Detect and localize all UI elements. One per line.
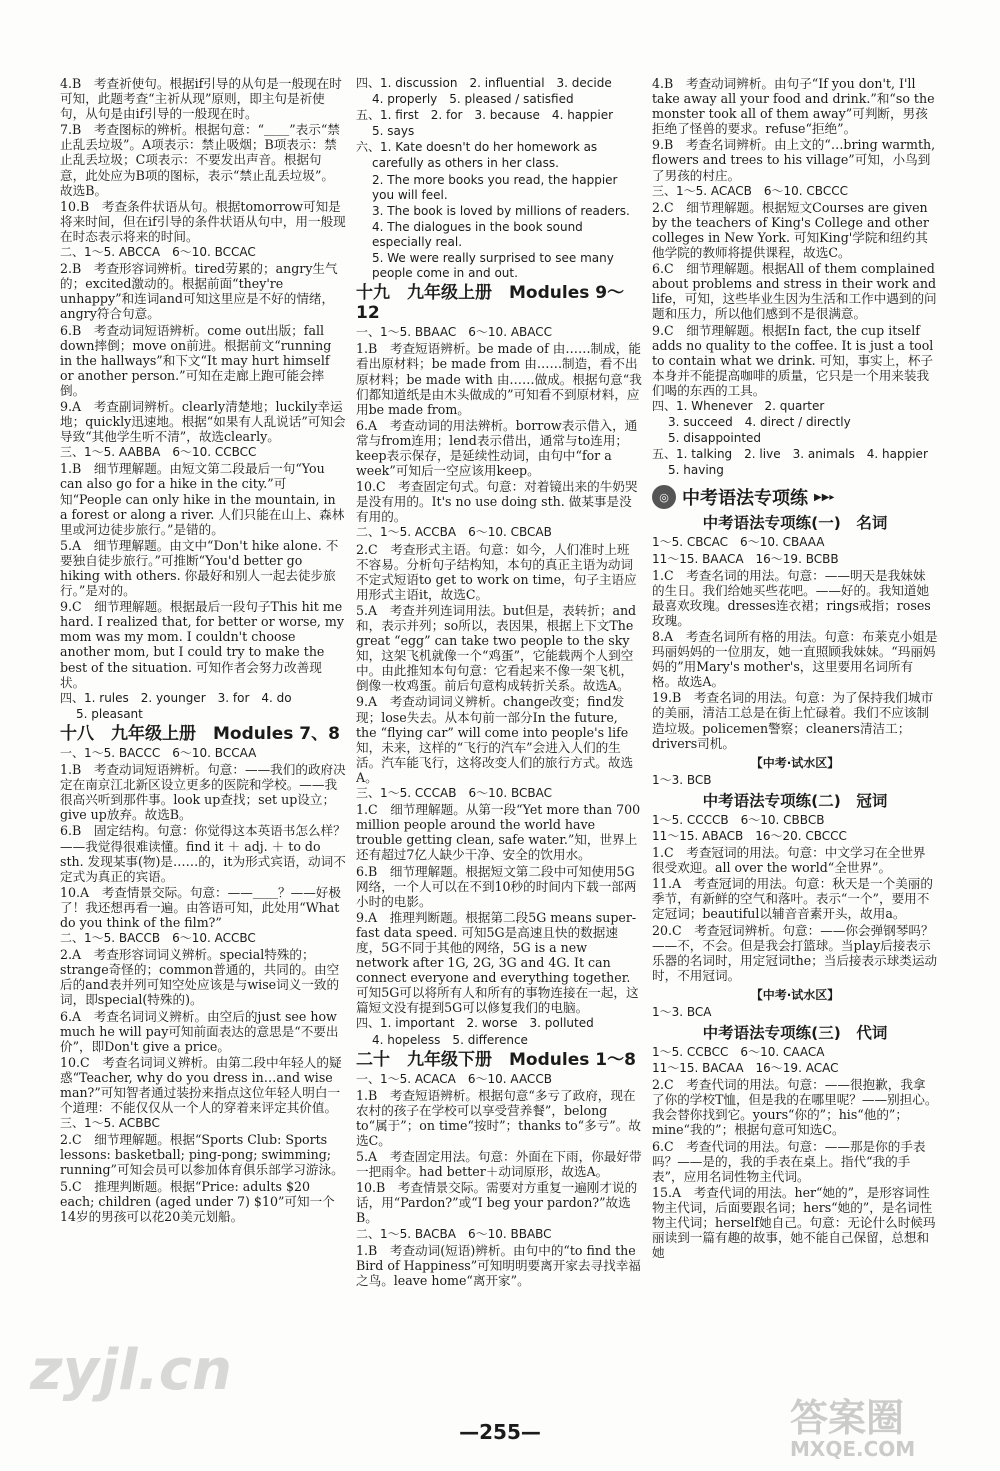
watermark-mxqe-cn: 答案圈 [790,1396,905,1440]
explanation-paragraph: 1.B 考查短语辨析。根据句意“多亏了政府，现在农村的孩子在学校可以享受营养餐”，belong to“属于”；on time“按时”；thanks to“多亏”。故选C。 [356,1087,641,1148]
answer-key-line: 一、1～5. ACACA 6～10. AACCB [356,1071,552,1086]
explanation-paragraph: 20.C 考查冠词辨析。句意：——你会弹钢琴吗？——不，不会。但是我会打篮球。当play后接表示乐器的名词时，用定冠词the；当后接表示球类运动时，不用冠词。 [652,922,938,983]
explanation-paragraph: 6.A 考查名词词义辨析。由空后的just see how much he will pay可知前面表达的意思是“不要出价”，即Don't give a price。 [60,1008,339,1054]
answer-key-continuation: 3. The book is loved by millions of readers. [372,203,630,218]
answer-key-line: 三、1～5. ACACB 6～10. CBCCC [652,183,848,198]
answer-key-line: 二、1～5. BACBA 6～10. BBABC [356,1226,552,1241]
answer-key-continuation: 3. succeed 4. direct / directly [668,415,851,430]
grammar-banner [652,484,938,510]
unit-heading: 十九 九年级上册 Modules 9～12 [356,283,625,324]
answer-key-continuation: 4. hopeless 5. difference [372,1032,528,1047]
answer-key-line: 11～15. BACAA 16～19. ACAC [652,1061,839,1076]
answer-key-line: 二、1～5. ABCCA 6～10. BCCAC [60,245,256,260]
explanation-paragraph: 9.A 推理判断题。根据第二段5G means super-fast data speed. 可知5G是高速且快的数据速度，5G不同于其他的网络，5G is a new network after 1G, 2G, 3G and 4G. It can connect everyone and everything together. 可知5G可以将所有人和所有的事物连接在一起，这篇短文没有提到5G可以修复我们的电脑。 [356,909,639,1016]
answer-page [60,76,940,1416]
explanation-paragraph: 10.A 考查情景交际。句意：——＿＿？——好极了！我还想再看一遍。由答语可知，此处用“What do you think of the film?” [60,884,341,930]
explanation-paragraph: 4.B 考查动词辨析。由句子“If you don't, I'll take away all your food and drink.”和“so the monster took all of them away”可判断，男孩拒绝了怪兽的要求。refuse“拒绝”。 [652,76,935,137]
explanation-paragraph: 2.C 考查形式主语。句意：如今，人们准时上班不容易。分析句子结构知，本句的真正主语为动词不定式短语to get to work on time，句子主语应用形式主语it，故选C。 [356,541,637,602]
answer-key-line: 1～3. BCB [652,772,712,787]
explanation-paragraph: 6.C 考查代词的用法。句意：——那是你的手表吗？——是的，我的手表在桌上。指代“我的手表”，应用名词性物主代词。 [652,1138,926,1184]
grammar-section-heading: 中考语法专项练(二) 冠词 [702,791,888,810]
explanation-paragraph: 2.A 考查形容词词义辨析。special特殊的；strange奇怪的；common普通的，共同的。由空后的and表并列可知空处应该是与wise词义一致的词，即special(特殊的)。 [60,947,340,1008]
column-left [60,76,346,1416]
explanation-paragraph: 7.B 考查图标的辨析。根据句意：“＿＿”表示“禁止乱丢垃圾”。A项表示：禁止吸烟；B项表示：禁止乱丢垃圾；C项表示：不要发出声音。根据句意，此处应为B项的图标，表示“禁止乱丢垃圾”。故选B。 [60,122,340,198]
banner-title: 中考语法专项练 [682,488,808,510]
watermark-zyjl: zyjl.cn [30,1338,232,1403]
answer-key-line: 六、1. Kate doesn't do her homework as [356,140,598,155]
explanation-paragraph: 2.B 考查形容词辨析。tired劳累的；angry生气的；excited激动的。根据前面“they're unhappy”和连词and可知这里应是不好的情绪，angry符合句意。 [60,261,338,322]
explanation-paragraph: 9.C 细节理解题。根据In fact, the cup itself adds no quality to the coffee. It is just a tool to contain what we drink. 可知，事实上，杯子本身并不能提高咖啡的质量，它只是一个用来装我们喝的东西的工具。 [652,322,934,398]
column-middle [356,76,642,1416]
answer-key-line: 三、1～5. CCCAB 6～10. BCBAC [356,786,553,801]
grammar-section-heading: 中考语法专项练(三) 代词 [702,1023,888,1042]
explanation-paragraph: 9.C 细节理解题。根据最后一段句子This hit me hard. I realized that, for better or worse, my mom was my mom. I couldn't choose another mom, but I could try to make the best of the situation. 可知作者会努力改善现状。 [60,599,344,690]
explanation-paragraph: 6.B 细节理解题。根据短文第二段中可知使用5G网络，一个人可以在不到10秒的时间内下载一部两小时的电影。 [356,863,637,909]
explanation-paragraph: 5.A 考查并列连词用法。but但是，表转折；and和，表示并列；so所以，表因果，根据上下文The great “egg” can take two people to the sky知，这架飞机就像一个“鸡蛋”，它能载两个人到空中。由此推知本句句意：它看起来不像一架飞机，倒像一枚鸡蛋。前后句意构成转折关系。故选A。 [356,602,637,694]
explanation-paragraph: 9.A 考查动词词义辨析。change改变；find发现；lose失去。从本句前一部分In the future, the “flying car” will come into people's life知，未来，这样的“飞行的汽车”会进入人们的生活。汽车能飞行，这将改变人们的旅行方式。故选A。 [356,694,634,785]
answer-key-continuation: 5. says [372,124,415,139]
answer-key-line: 11～15. ABACB 16～20. CBCCC [652,828,847,843]
banner-arrow-icon: ▶▶▸ [814,491,835,503]
answer-key-continuation: 5. We were really surprised to see many people come in and out. [372,251,614,281]
explanation-paragraph: 6.B 考查动词短语辨析。come out出版；fall down摔倒；move on前进。根据前文“running in the hallways”和下文“It may hurt himself or another person.”可知在走廊上跑可能会摔倒。 [60,322,332,398]
explanation-paragraph: 1.B 考查动词(短语)辨析。由句中的“to find the Bird of Happiness”可知明明要离开家去寻找幸福之鸟。leave home“离开家”。 [356,1242,641,1288]
explanation-paragraph: 10.C 考查固定句式。句意：对着镜出来的牛奶哭是没有用的。It's no use doing sth. 做某事是没有用的。 [356,479,638,525]
explanation-paragraph: 8.A 考查名词所有格的用法。句意：布莱克小姐是玛丽妈妈的一位朋友，她一直照顾我妹妹。“玛丽妈妈的”用Mary's mother's，这里要用名词所有格。故选A。 [652,629,938,690]
answer-key-line: 11～15. BAACA 16～19. BCBB [652,551,839,566]
explanation-paragraph: 1.C 考查冠词的用法。句意：中文学习在全世界很受欢迎。all over the world“全世界”。 [652,845,926,876]
explanation-paragraph: 1.B 考查短语辨析。be made of 由……制成，能看出原材料；be made from 由……制造，看不出原材料；be made with 由……做成。根据句意“我们都知道纸是由木头做成的”可知看不到原材料，应用be made from。 [356,341,642,417]
answer-key-line: 四、1. discussion 2. influential 3. decide [356,76,612,90]
answer-key-line: 三、1～5. ACBBC [60,1116,160,1131]
answer-key-continuation: 5. having [668,463,724,478]
answer-key-line: 1～5. CCCCB 6～10. CBBCB [652,812,825,827]
answer-key-line: 五、1. talking 2. live 3. animals 4. happier [652,447,928,462]
explanation-paragraph: 19.B 考查名词的用法。句意：为了保持我们城市的美丽，清洁工总是在街上忙碌着。我们不应该制造垃圾。policemen警察；cleaners清洁工；drivers司机。 [652,690,934,751]
answer-key-continuation: 4. properly 5. pleased / satisfied [372,92,574,107]
watermark-mxqe [790,1398,990,1466]
unit-heading: 二十 九年级下册 Modules 1～8 [356,1049,636,1070]
explanation-paragraph: 1.B 考查动词短语辨析。句意：——我们的政府决定在南京江北新区设立更多的医院和学校。——我很高兴听到那件事。look up查找；set up设立；give up放弃。故选B。 [60,762,346,823]
explanation-paragraph: 2.C 细节理解题。根据短文Courses are given by the teachers of King's College and other colleges in New York. 可知King'学院和纽约其他学院的教师将提供课程，故选C。 [652,199,929,261]
explanation-paragraph: 15.A 考查代词的用法。her“她的”，是形容词性物主代词，后面要跟名词；hers“她的”，是名词性物主代词；herself她自己。句意：无论什么时候玛丽读到一篇有趣的故事，她不能自己保留，总想和她 [652,1184,936,1261]
answer-key-continuation: 4. The dialogues in the book sound especially real. [372,219,583,249]
explanation-paragraph: 1.C 细节理解题。从第一段“Yet more than 700 million people around the world have trouble getting clean, safe water.”知，世界上还有超过7亿人缺少干净、安全的饮用水。 [356,802,641,863]
explanation-paragraph: 10.B 考查情景交际。需要对方重复一遍刚才说的话，用“Pardon?”或“I beg your pardon?”故选B。 [356,1180,638,1226]
explanation-paragraph: 6.A 考查动词的用法辨析。borrow表示借入，通常与from连用；lend表示借出，通常与to连用；keep表示保存，是延续性动词，由句中“for a week”可知后一空应该用keep。 [356,417,638,479]
answer-key-line: 1～5. CBCAC 6～10. CBAAA [652,535,825,550]
explanation-paragraph: 10.B 考查条件状语从句。根据tomorrow可知是将来时间，但在if引导的条件状语从句中，用一般现在时态表示将来的时间。 [60,198,346,244]
answer-key-line: 一、1～5. BACCC 6～10. BCCAA [60,745,257,760]
explanation-paragraph: 5.A 细节理解题。由文中“Don't hike alone. 不要独自徒步旅行。”可推断“You'd better go hiking with others. 你最好和别人一起去徒步旅行。”是对的。 [60,537,339,599]
watermark-mxqe-url: MXQE.COM [790,1437,916,1461]
answer-key-line: 四、1. Whenever 2. quarter [652,398,825,413]
page-number: —255— [459,1420,541,1444]
explanation-paragraph: 2.C 考查代词的用法。句意：——很抱歉，我拿了你的学校T恤，但是我的在哪里呢？——别担心。我会替你找到它。yours“你的”；his“他的”；mine“我的”；根据句意可知选C。 [652,1077,938,1138]
unit-heading: 十八 九年级上册 Modules 7、8 [60,723,340,744]
exam-trial-tag: 【中考·试水区】 [750,755,840,770]
grammar-section-heading: 中考语法专项练(一) 名词 [702,514,888,533]
explanation-paragraph: 5.A 考查固定用法。句意：外面在下雨，你最好带一把雨伞。had better＋动词原形，故选A。 [356,1149,642,1180]
answer-key-line: 1～3. BCA [652,1004,712,1019]
answer-key-continuation: 5. pleasant [76,706,143,721]
answer-key-line: 五、1. first 2. for 3. because 4. happier [356,108,614,123]
explanation-paragraph: 9.A 考查副词辨析。clearly清楚地；luckily幸运地；quickly迅速地。根据“如果有人乱说话”可知会导致“其他学生听不清”，故选clearly。 [60,398,346,445]
explanation-paragraph: 2.C 细节理解题。根据“Sports Club: Sports lessons: basketball; ping-pong; swimming; running”可知会员可以参加体育俱乐部学习游泳。 [60,1132,344,1178]
answer-key-line: 二、1～5. ACCBA 6～10. CBCAB [356,525,552,540]
explanation-paragraph: 1.B 细节理解题。由短文第二段最后一句“You can also go for a hike in the city.”可知“People can only hike in the mountain, in a forest or along a river. 人们只能在山上、森林里或河边徒步旅行。”是错的。 [60,461,345,537]
answer-key-continuation: carefully as others in her class. [372,156,559,171]
answer-key-continuation: 5. disappointed [668,431,762,446]
answer-key-line: 二、1～5. BACCB 6～10. ACCBC [60,931,256,946]
answer-key-line: 一、1～5. BBAAC 6～10. ABACC [356,325,553,340]
exam-trial-tag: 【中考·试水区】 [750,987,840,1002]
answer-key-line: 1～5. CCBCC 6～10. CAACA [652,1044,825,1059]
answer-key-continuation: 2. The more books you read, the happier you will feel. [372,172,618,202]
explanation-paragraph: 6.B 固定结构。句意：你觉得这本英语书怎么样？——我觉得很难读懂。find it ＋ adj. ＋ to do sth. 发现某事(物)是……的，it为形式宾语，动词不定式为真正的宾语。 [60,823,346,884]
answer-key-line: 三、1～5. AABBA 6～10. CCBCC [60,445,257,460]
explanation-paragraph: 4.B 考查祈使句。根据if引导的从句是一般现在时可知，此题考查“主祈从现”原则，即主句是祈使句，从句是由if引导的一般现在时。 [60,76,342,122]
explanation-paragraph: 1.C 考查名词的用法。句意：——明天是我妹妹的生日。我们给她买些花吧。——好的。我知道她最喜欢玫瑰。dresses连衣裙；rings戒指；roses玫瑰。 [652,567,931,628]
explanation-paragraph: 10.C 考查名词词义辨析。由第二段中年轻人的疑惑“Teacher, why do you dress in…and wise man?”可知智者通过装扮来指点这位年轻人明白一个道理：不能仅仅从一个人的穿着来评定其价值。 [60,1054,342,1116]
explanation-paragraph: 5.C 推理判断题。根据“Price: adults $20 each; children (aged under 7) $10”可知一个14岁的男孩可以花20美元划船。 [60,1178,335,1224]
explanation-paragraph: 9.B 考查名词辨析。由上文的“…bring warmth, flowers and trees to his village”可知，小鸟到了男孩的村庄。 [652,137,936,183]
explanation-paragraph: 11.A 考查冠词的用法。句意：秋天是一个美丽的季节，有新鲜的空气和落叶。表示“一个”，要用不定冠词；beautiful以辅音音素开头，故用a。 [652,876,933,922]
column-right [652,76,938,1416]
banner-badge-icon: ◎ [652,485,676,509]
answer-key-line: 四、1. important 2. worse 3. polluted [356,1016,594,1031]
answer-key-line: 四、1. rules 2. younger 3. for 4. do [60,690,292,705]
explanation-paragraph: 6.C 细节理解题。根据All of them complained about problems and stress in their work and life，可知，这些毕业生因为生活和工作中遇到的问题和压力，所以他们感到不是很满意。 [652,261,937,322]
